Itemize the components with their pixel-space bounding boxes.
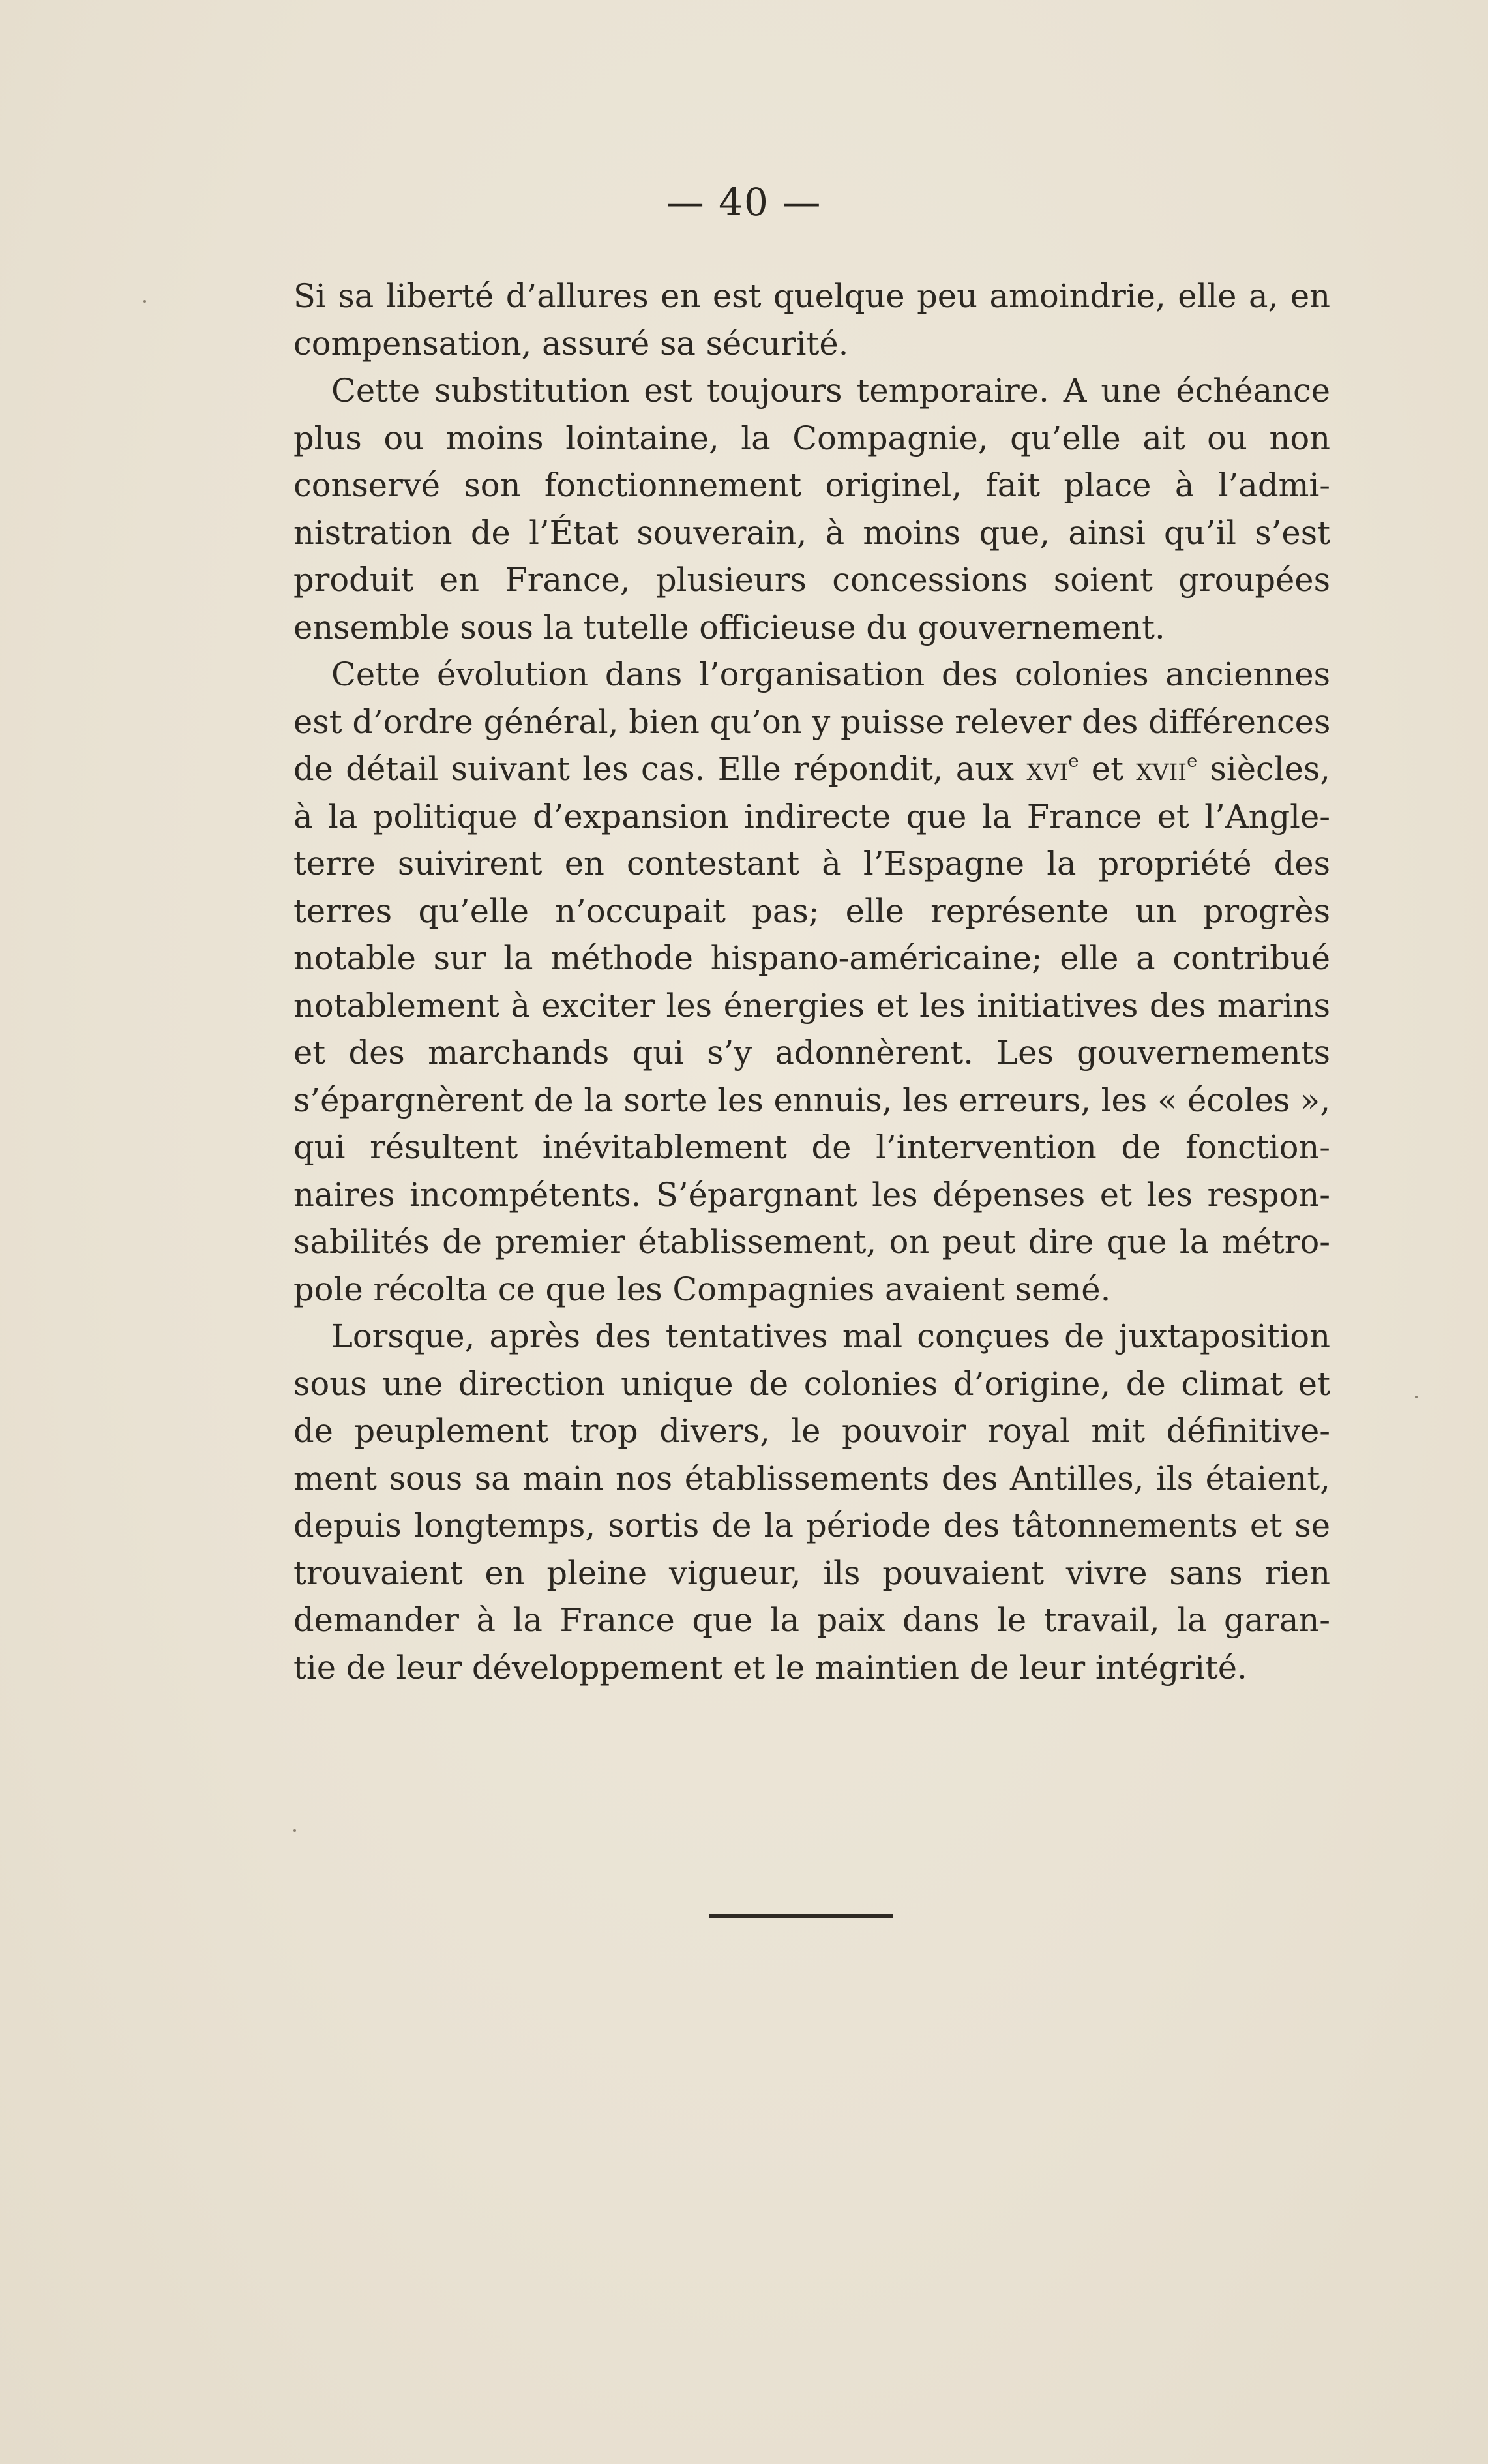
- text-line: conservé son fonctionnement originel, fait place à l’admi-: [293, 466, 1330, 504]
- text-line: Si sa liberté d’allures en est quelque peu amoindrie, elle a, en: [293, 277, 1330, 315]
- text-line: depuis longtemps, sortis de la période des tâtonnements et se: [293, 1507, 1330, 1544]
- text-line: est d’ordre général, bien qu’on y puisse relever des différences: [293, 702, 1331, 741]
- text-line: notable sur la méthode hispano-américaine; elle a contribué: [293, 939, 1330, 977]
- paper-speck: [293, 1829, 296, 1832]
- text-line: et des marchands qui s’y adonnèrent. Les gouvernements: [293, 1034, 1330, 1072]
- text-line: plus ou moins lointaine, la Compagnie, qu’elle ait ou non: [293, 419, 1330, 457]
- text-line: demander à la France que la paix dans le travail, la garan-: [293, 1601, 1330, 1639]
- text-fragment: de détail suivant les cas. Elle répondit, aux: [293, 750, 1027, 788]
- text-line: terres qu’elle n’occupait pas; elle représente un progrès: [293, 892, 1330, 930]
- text-line: terre suivirent en contestant à l’Espagne la propriété des: [293, 845, 1330, 882]
- century-numeral: xvii: [1136, 750, 1187, 788]
- century-numeral: xvi: [1026, 750, 1069, 788]
- body-text: [293, 273, 1330, 1691]
- paper-speck: [143, 300, 146, 303]
- text-line: à la politique d’expansion indirecte que la France et l’Angle-: [293, 797, 1330, 835]
- text-line: notablement à exciter les énergies et les initiatives des marins: [293, 986, 1330, 1025]
- text-line: sabilités de premier établissement, on peut dire que la métro-: [293, 1223, 1330, 1261]
- text-line: compensation, assuré sa sécurité.: [293, 324, 849, 363]
- superscript: e: [1187, 751, 1198, 772]
- text-line: trouvaient en pleine vigueur, ils pouvaient vivre sans rien: [293, 1554, 1330, 1592]
- end-rule: [709, 1914, 893, 1918]
- text-line: naires incompétents. S’épargnant les dépenses et les respon-: [293, 1175, 1330, 1214]
- text-line: pole récolta ce que les Compagnies avaient semé.: [293, 1270, 1111, 1308]
- text-fragment: et: [1079, 750, 1137, 788]
- text-line: de peuplement trop divers, le pouvoir royal mit définitive-: [293, 1412, 1330, 1450]
- superscript: e: [1068, 751, 1079, 772]
- text-line: nistration de l’État souverain, à moins que, ainsi qu’il s’est: [293, 513, 1330, 552]
- page-number: — 40 —: [666, 180, 822, 224]
- paragraph-first-line: Cette substitution est toujours temporaire. A une échéance: [331, 372, 1330, 410]
- paragraph-first-line: Lorsque, après des tentatives mal conçues de juxtaposition: [331, 1317, 1330, 1355]
- text-line: ensemble sous la tutelle officieuse du gouvernement.: [293, 608, 1165, 646]
- text-fragment: siècles,: [1197, 750, 1331, 788]
- text-line-with-centuries: [293, 745, 1330, 793]
- text-line: sous une direction unique de colonies d’origine, de climat et: [293, 1364, 1330, 1403]
- paragraph-first-line: Cette évolution dans l’organisation des colonies anciennes: [331, 655, 1330, 693]
- text-line: produit en France, plusieurs concessions soient groupées: [293, 561, 1330, 599]
- text-line: tie de leur développement et le maintien de leur intégrité.: [293, 1648, 1247, 1687]
- text-line: qui résultent inévitablement de l’intervention de fonction-: [293, 1128, 1330, 1166]
- text-line: s’épargnèrent de la sorte les ennuis, les erreurs, les « écoles »,: [293, 1081, 1331, 1119]
- text-line: ment sous sa main nos établissements des Antilles, ils étaient,: [293, 1459, 1330, 1497]
- paper-speck: [1415, 1396, 1418, 1398]
